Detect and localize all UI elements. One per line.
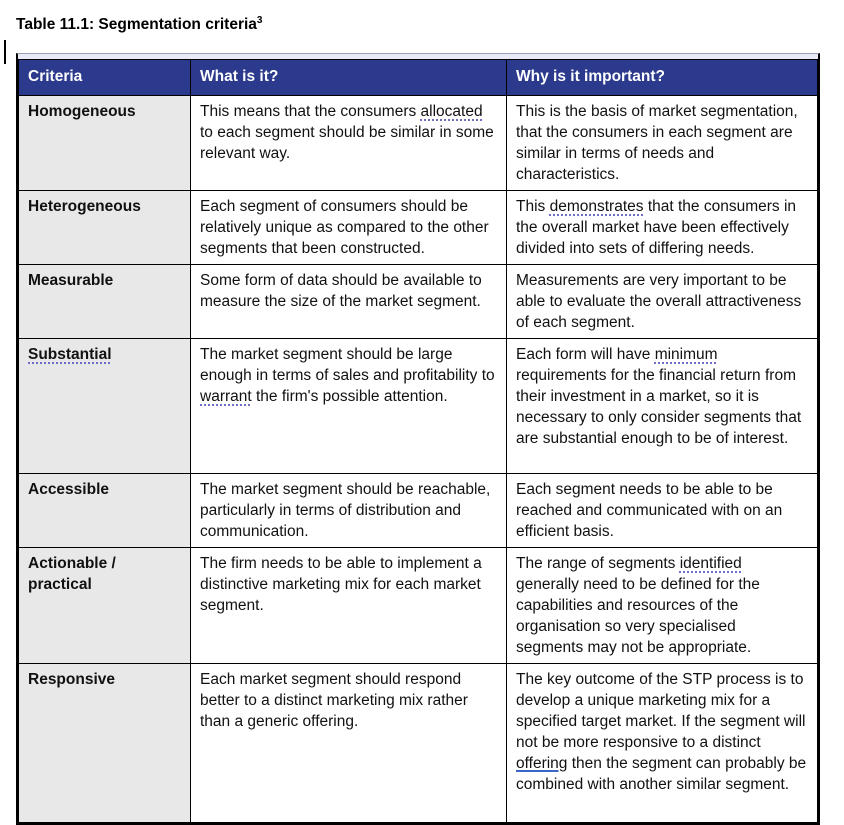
what-cell	[191, 191, 507, 265]
text-segment: Measurements are very important to be able to evaluate the overall attractiveness of each segment.	[516, 272, 802, 331]
underlined-word: minimum	[654, 346, 718, 363]
text-segment: The range of segments	[516, 555, 680, 572]
text-segment: Actionable / practical	[28, 555, 116, 593]
text-segment: Homogeneous	[28, 103, 136, 120]
table-row	[19, 265, 818, 339]
table-row	[19, 548, 818, 664]
text-segment: generally need to be defined for the capabilities and resources of the organisation so very specialised segments may not be appropriate.	[516, 576, 760, 656]
text-segment: The market segment should be large enough in terms of sales and profitability to	[200, 346, 495, 384]
text-segment: This	[516, 198, 550, 215]
text-segment: that the consumers in the overall market have been effectively divided into sets of differing needs.	[516, 198, 797, 257]
text-segment: Responsive	[28, 671, 116, 688]
column-header-what: What is it?	[191, 60, 507, 96]
text-segment: Each market segment should respond better to a distinct marketing mix rather than a generic offering.	[200, 671, 468, 730]
text-segment: Measurable	[28, 272, 114, 289]
text-segment: Each form will have	[516, 346, 655, 363]
criteria-cell	[19, 474, 191, 548]
underlined-word: demonstrates	[549, 198, 644, 215]
why-cell	[507, 548, 818, 664]
table-row	[19, 339, 818, 474]
text-segment: Accessible	[28, 481, 109, 498]
table-row	[19, 664, 818, 823]
what-cell	[191, 548, 507, 664]
underlined-word: allocated	[420, 103, 483, 120]
why-cell	[507, 265, 818, 339]
criteria-cell	[19, 339, 191, 474]
what-cell	[191, 339, 507, 474]
why-cell	[507, 474, 818, 548]
text-segment: This is the basis of market segmentation, that the consumers in each segment are similar in terms of needs and characteristics.	[516, 103, 798, 183]
text-segment: This means that the consumers	[200, 103, 421, 120]
what-cell	[191, 474, 507, 548]
text-segment: requirements for the financial return from their investment in a market, so it is necessary to only consider segments that are substantial enough to be of interest.	[516, 367, 802, 447]
criteria-cell	[19, 96, 191, 191]
table-row	[19, 474, 818, 548]
table-caption: Table 11.1: Segmentation criteria	[16, 16, 257, 33]
table-row	[19, 191, 818, 265]
text-segment: then the segment can probably be combined with another similar segment.	[516, 755, 807, 793]
page-title	[16, 16, 262, 34]
table-row	[19, 96, 818, 191]
revision-change-bar	[4, 40, 6, 64]
underlined-word: warrant	[200, 388, 252, 405]
criteria-cell	[19, 191, 191, 265]
text-segment: the firm's possible attention.	[251, 388, 448, 405]
what-cell	[191, 96, 507, 191]
criteria-cell	[19, 664, 191, 823]
footnote-marker: 3	[256, 14, 263, 26]
underlined-word: offering	[516, 755, 568, 772]
criteria-cell	[19, 548, 191, 664]
text-segment: to each segment should be similar in some relevant way.	[200, 124, 494, 162]
criteria-cell	[19, 265, 191, 339]
why-cell	[507, 339, 818, 474]
table-body	[19, 96, 818, 823]
segmentation-table-container	[16, 53, 820, 825]
text-segment: The key outcome of the STP process is to develop a unique marketing mix for a specified target market. If the segment will not be more responsive to a distinct	[516, 671, 806, 751]
what-cell	[191, 265, 507, 339]
text-segment: The firm needs to be able to implement a distinctive marketing mix for each market segment.	[200, 555, 482, 614]
underlined-word: Substantial	[28, 346, 112, 363]
segmentation-criteria-table	[18, 59, 818, 823]
what-cell	[191, 664, 507, 823]
why-cell	[507, 191, 818, 265]
column-header-why: Why is it important?	[507, 60, 818, 96]
text-segment: The market segment should be reachable, particularly in terms of distribution and communication.	[200, 481, 491, 540]
why-cell	[507, 664, 818, 823]
text-segment: Heterogeneous	[28, 198, 141, 215]
column-header-criteria: Criteria	[19, 60, 191, 96]
why-cell	[507, 96, 818, 191]
text-segment: Each segment of consumers should be relatively unique as compared to the other segments that been constructed.	[200, 198, 489, 257]
table-header-row	[19, 60, 818, 96]
underlined-word: identified	[679, 555, 742, 572]
text-segment: Some form of data should be available to measure the size of the market segment.	[200, 272, 482, 310]
text-segment: Each segment needs to be able to be reached and communicated with on an efficient basis.	[516, 481, 783, 540]
